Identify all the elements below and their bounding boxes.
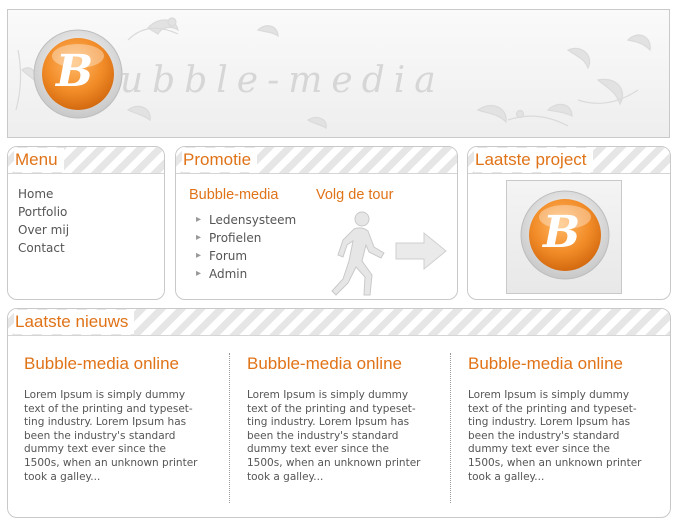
news-title: Laatste nieuws bbox=[14, 310, 134, 334]
menu-item-home[interactable]: Home bbox=[18, 187, 54, 201]
news-item-body: Lorem Ipsum is simply dummy text of the printing and typeset- ting industry. Lorem Ipsum has been the industry's standard dummy text ever since the 1500s, when an unknown printer took a galley... bbox=[468, 389, 642, 483]
list-arrow-icon: ▸ bbox=[196, 268, 202, 279]
news-item bbox=[24, 353, 212, 484]
news-item-title[interactable]: Bubble-media online bbox=[468, 354, 623, 373]
walking-person-icon[interactable] bbox=[326, 209, 388, 297]
menu-item-contact[interactable]: Contact bbox=[18, 241, 65, 255]
promo-item-ledensysteem[interactable] bbox=[196, 211, 296, 229]
promo-item-admin[interactable] bbox=[196, 265, 296, 283]
site-header bbox=[7, 9, 670, 138]
news-item-body: Lorem Ipsum is simply dummy text of the printing and typeset- ting industry. Lorem Ipsum has been the industry's standard dummy text ever since the 1500s, when an unknown printer took a galley... bbox=[24, 389, 198, 483]
news-item bbox=[468, 353, 656, 484]
promo-item-label: Admin bbox=[209, 267, 248, 281]
promotie-panel bbox=[175, 146, 458, 300]
brand-text: ubble-media bbox=[120, 60, 445, 101]
menu-title: Menu bbox=[14, 148, 64, 172]
promotie-header bbox=[176, 147, 457, 174]
menu-item-portfolio[interactable]: Portfolio bbox=[18, 205, 68, 219]
arrow-right-icon[interactable] bbox=[394, 231, 448, 271]
project-logo-letter: B bbox=[543, 207, 581, 258]
news-header bbox=[8, 309, 670, 336]
list-arrow-icon: ▸ bbox=[196, 250, 202, 261]
promo-item-forum[interactable] bbox=[196, 247, 296, 265]
project-thumbnail[interactable] bbox=[506, 180, 622, 294]
news-panel bbox=[7, 308, 671, 518]
column-divider bbox=[450, 353, 451, 503]
promo-item-label: Forum bbox=[209, 249, 248, 263]
news-item bbox=[247, 353, 435, 484]
promo-item-profielen[interactable] bbox=[196, 229, 296, 247]
promo-item-label: Profielen bbox=[209, 231, 262, 245]
project-header bbox=[468, 147, 670, 174]
promotie-title: Promotie bbox=[182, 148, 257, 172]
menu-panel bbox=[7, 146, 165, 300]
list-arrow-icon: ▸ bbox=[196, 214, 202, 225]
news-item-title[interactable]: Bubble-media online bbox=[24, 354, 179, 373]
menu-header bbox=[8, 147, 164, 174]
menu-list bbox=[18, 185, 69, 257]
promotie-list bbox=[196, 211, 296, 283]
menu-item-over-mij[interactable]: Over mij bbox=[18, 223, 70, 237]
logo-letter: B bbox=[56, 46, 94, 97]
news-item-body: Lorem Ipsum is simply dummy text of the printing and typeset- ting industry. Lorem Ipsum has been the industry's standard dummy text ever since the 1500s, when an unknown printer took a galley... bbox=[247, 389, 421, 483]
project-panel bbox=[467, 146, 671, 300]
promotie-tour-link[interactable]: Volg de tour bbox=[316, 187, 394, 203]
project-title: Laatste project bbox=[474, 148, 593, 172]
column-divider bbox=[229, 353, 230, 503]
promotie-subtitle-bubble-media[interactable]: Bubble-media bbox=[189, 187, 279, 203]
news-item-title[interactable]: Bubble-media online bbox=[247, 354, 402, 373]
list-arrow-icon: ▸ bbox=[196, 232, 202, 243]
promo-item-label: Ledensysteem bbox=[209, 213, 297, 227]
